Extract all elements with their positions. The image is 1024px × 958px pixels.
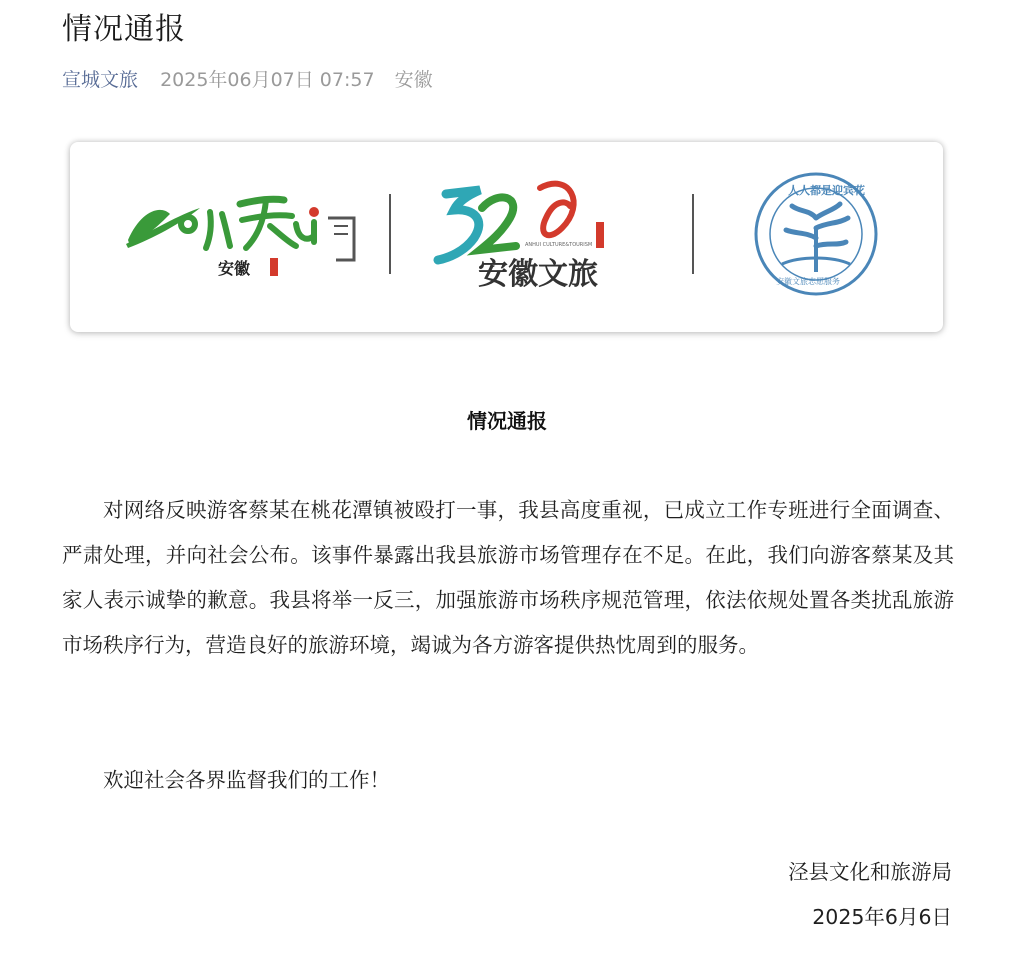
anhui-logo-label: 安徽 [218, 259, 251, 278]
page-title: 情况通报 [62, 12, 186, 47]
seal-top-text: 人人都是迎宾花 [788, 184, 865, 197]
banner-image [70, 142, 943, 332]
anhui-logo [126, 199, 354, 278]
article-meta [62, 66, 433, 94]
publish-time: 2025年06月07日 07:57 [160, 69, 375, 91]
anhui-culture-tourism-logo [438, 184, 604, 292]
document-heading: 情况通报 [467, 409, 547, 433]
signature-date: 2025年6月6日 [812, 905, 952, 929]
seal-bottom-text: 安徽文旅志愿服务 [776, 277, 840, 286]
signature-organization: 泾县文化和旅游局 [788, 860, 952, 884]
document-paragraph-2: 欢迎社会各界监督我们的工作！ [103, 768, 390, 792]
logo-520-label: 安徽文旅 [478, 257, 598, 292]
volunteer-seal-logo [756, 174, 876, 294]
document-paragraph-1: 对网络反映游客蔡某在桃花潭镇被殴打一事，我县高度重视，已成立工作专班进行全面调查、严肃处理，并向社会公布。该事件暴露出我县旅游市场管理存在不足。在此，我们向游客蔡某及其家人表示诚挚的歉意。我县将举一反三，加强旅游市场秩序规范管理，依法依规处置各类扰乱旅游市场秩序行为，营造良好的旅游环境，竭诚为各方游客提供热忱周到的服务。 [62, 498, 954, 657]
logo-520-small-text: ANHUI CULTURE&TOURISM [525, 242, 593, 248]
banner-logos [70, 142, 943, 332]
publish-location: 安徽 [394, 69, 433, 91]
account-name-link[interactable]: 宣城文旅 [62, 69, 139, 91]
